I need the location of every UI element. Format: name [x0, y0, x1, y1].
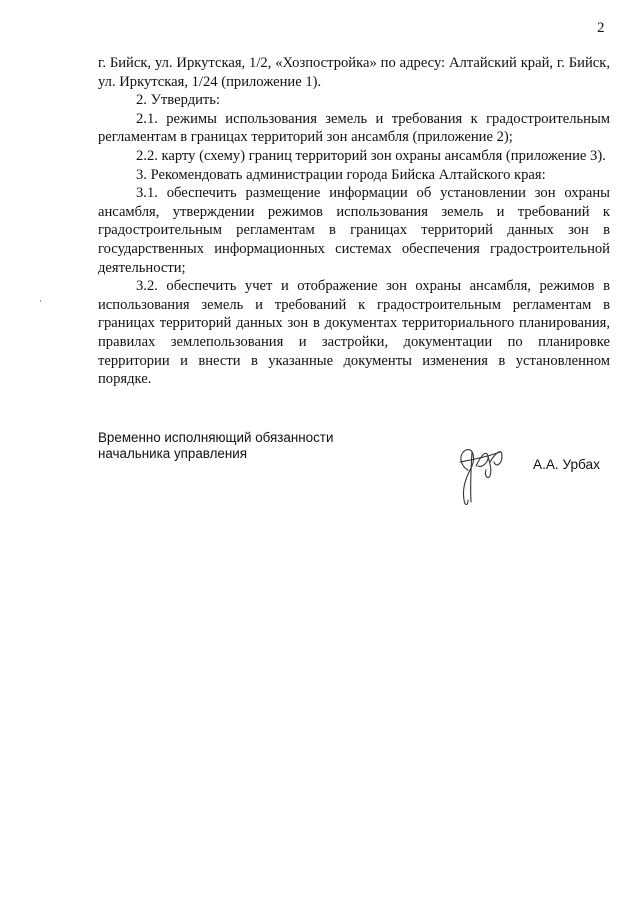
paragraph-2-2: 2.2. карту (схему) границ территорий зон охраны ансамбля (приложение 3). [136, 147, 606, 164]
paragraph-approve: 2. Утвердить: [136, 92, 221, 109]
signatory-title-line1: Временно исполняющий обязанности [98, 430, 334, 445]
paragraph-2-1: 2.1. режимы использования земель и требования к градостроительным регламентам в границах территорий зон ансамбля (приложение 2); [98, 110, 610, 146]
signatory-name: А.А. Урбах [533, 457, 600, 472]
paragraph-address: г. Бийск, ул. Иркутская, 1/2, «Хозпостройка» по адресу: Алтайский край, г. Бийск, ул. Иркутская, 1/24 (приложение 1). [98, 55, 610, 90]
margin-mark [40, 300, 41, 302]
paragraph-3-2: 3.2. обеспечить учет и отображение зон охраны ансамбля, режимов в использования земель и требований к градостроительным регламентам в границах территорий данных зон в документах территориального планирования, правилах землепользования и застройки, документации по планировке территории и внести в указанные документы изменения в установленном порядке. [98, 278, 610, 388]
paragraph-recommend: 3. Рекомендовать администрации города Бийска Алтайского края: [136, 166, 546, 183]
page-number: 2 [597, 20, 605, 36]
document-body [98, 54, 610, 389]
paragraph-3-1: 3.1. обеспечить размещение информации об установлении зон охраны ансамбля, утверждении режимов использования земель и требований к градостроительным регламентам в границах территорий данных зон в государственных информационных системах обеспечения градостроительной деятельности; [98, 185, 610, 276]
signatory-title-line2: начальника управления [98, 445, 247, 461]
handwritten-signature [454, 440, 506, 510]
signatory-title [98, 430, 333, 461]
